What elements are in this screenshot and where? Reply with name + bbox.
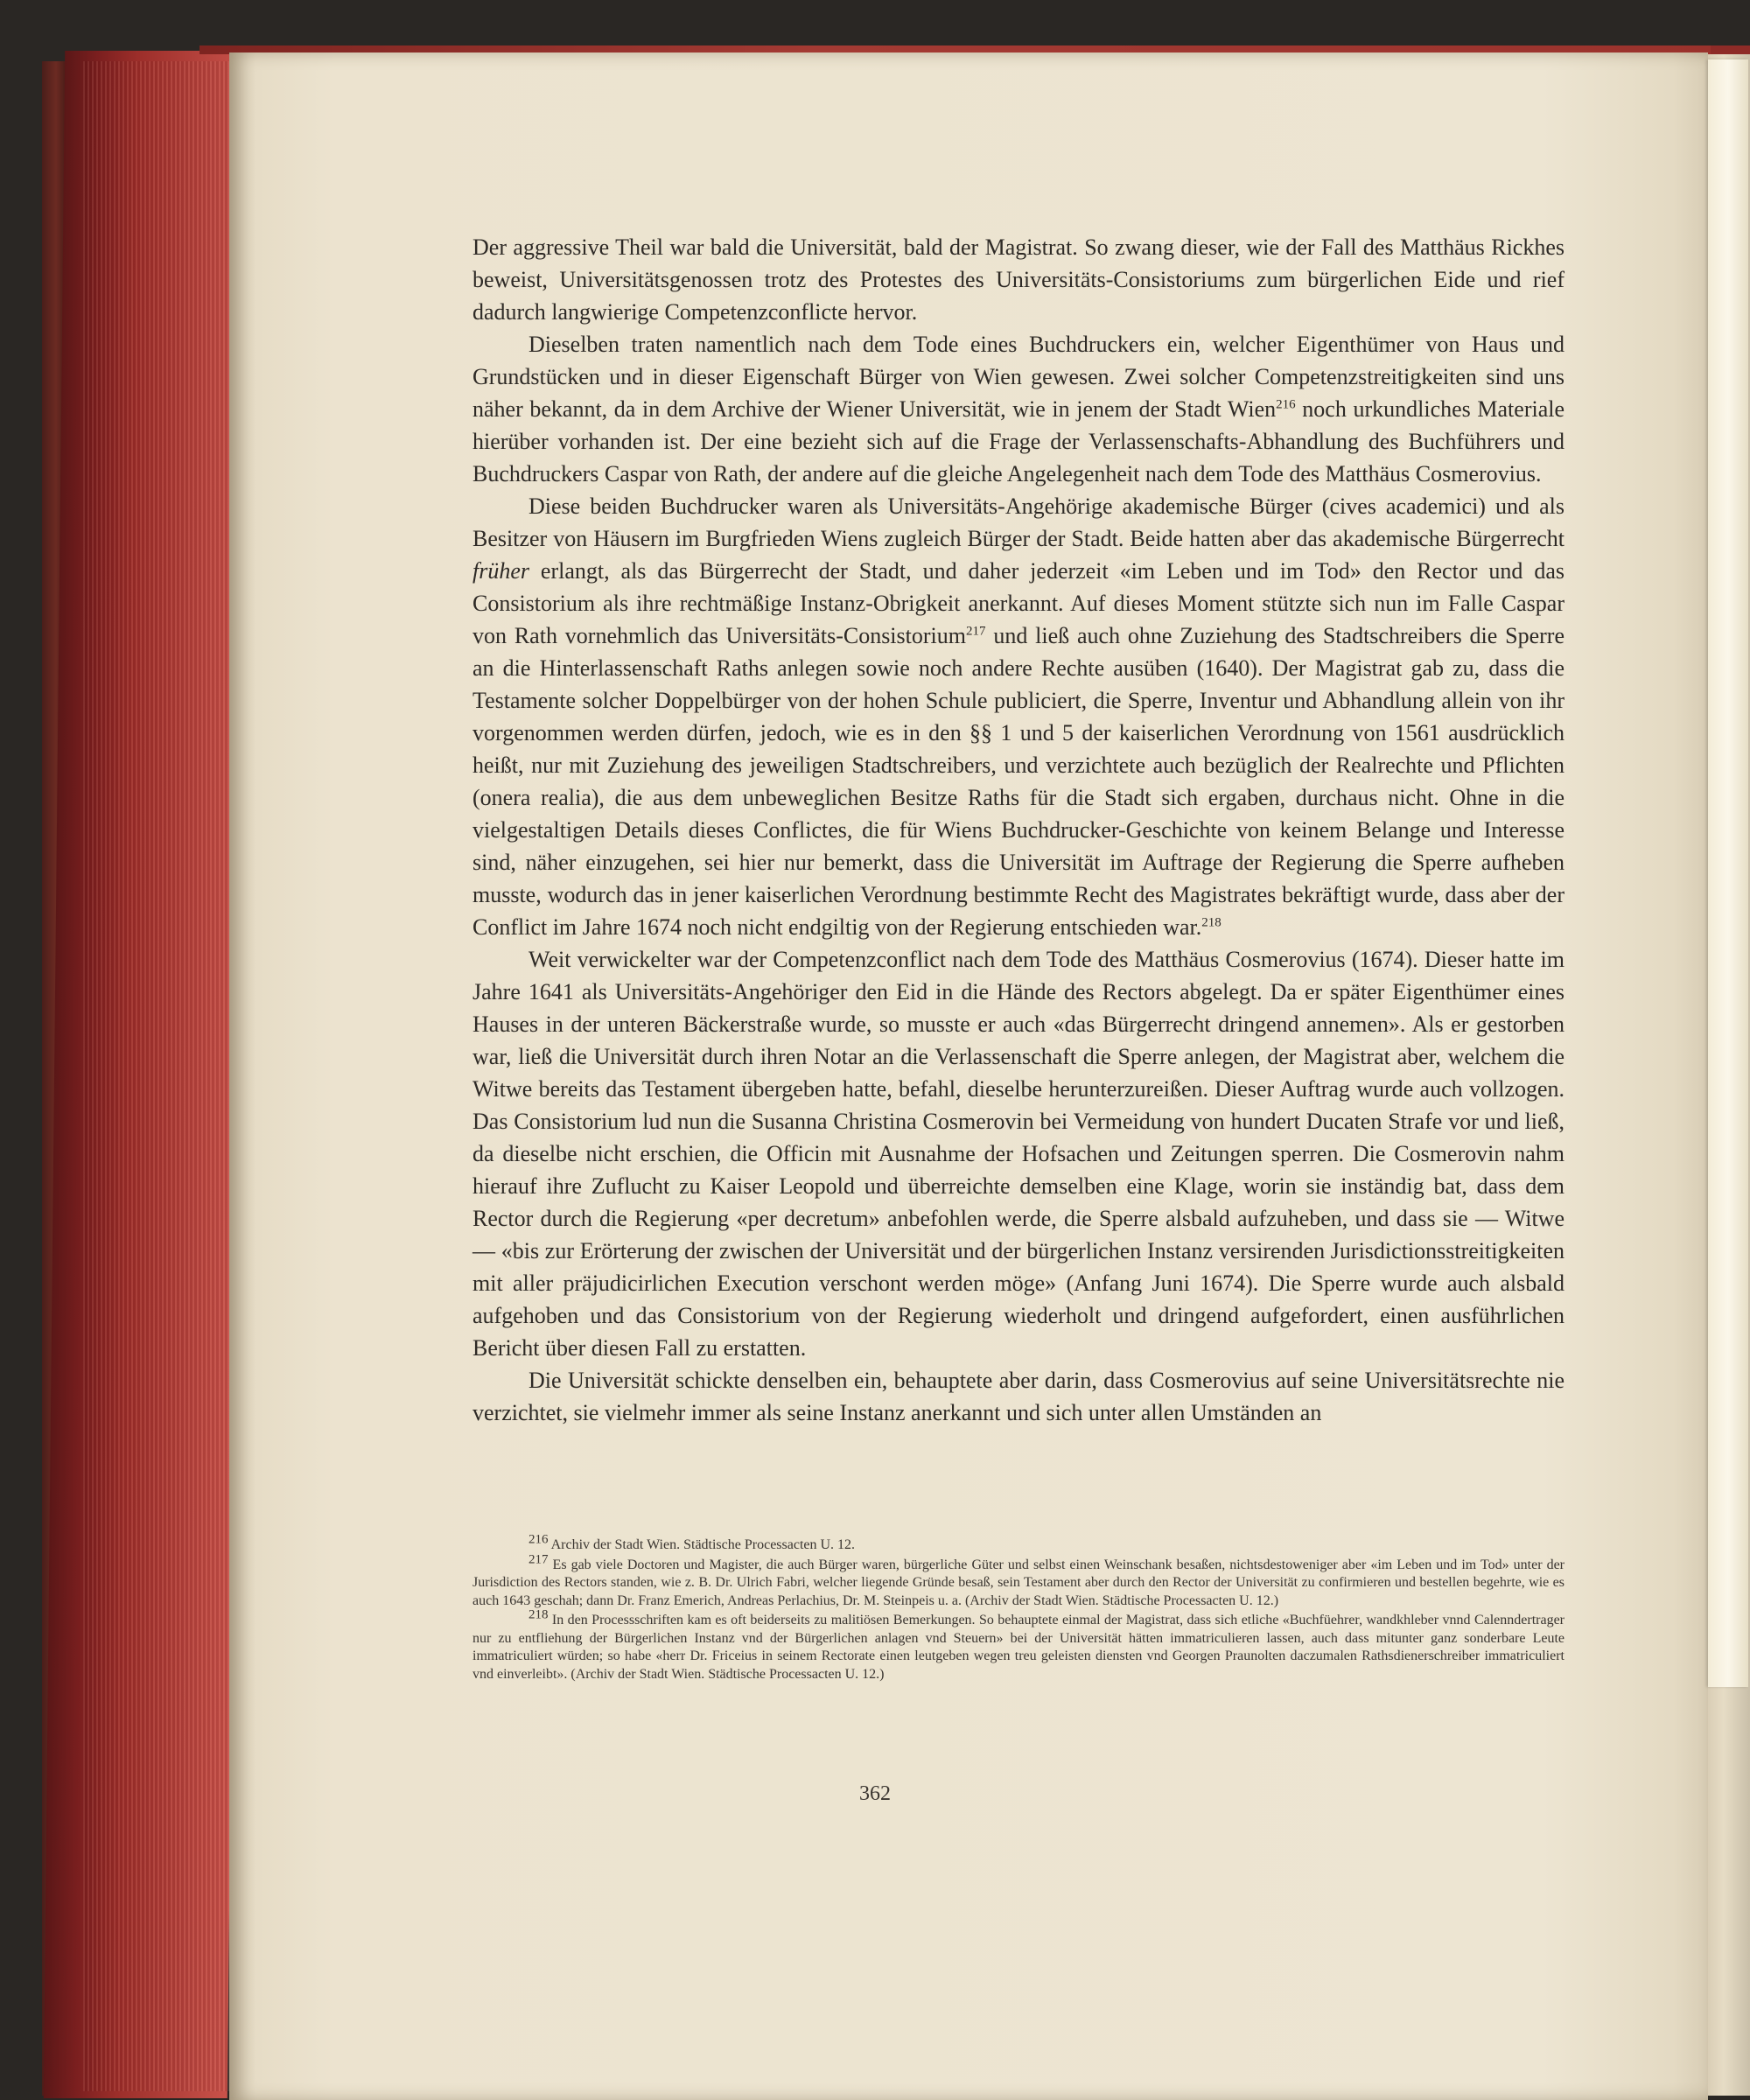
footnotes <box>472 1532 1565 1684</box>
footnote-218: $^{218}$ In den Processschriften kam es oft beiderseits zu malitiösen Bemerkungen. So behauptete einmal der Magistrat, dass sich etliche «Buchfüehrer, wandkhleber vnnd Calenndertrager nur zu entfliehung der Bürgerlichen Instanz vnd der Bürgerlichen anlagen vnd Steuern» bei der Universität hätten immatriculieren lassen, auch dass mitunter ganz sonderbare Leute immatriculiert würden; so habe «herr Dr. Friceius in seinem Rectorate einen leutgeben wegen treu geleisten diensten vnd Georgen Praunolten daczumalen Rathsdienerschreiber immatriculiert vnd einverleibt». (Archiv der Stadt Wien. Städtische Processacten U. 12.) <box>472 1607 1565 1682</box>
paragraph-2: Dieselben traten namentlich nach dem Tode eines Buchdruckers ein, welcher Eigenthümer von Haus und Grundstücken und in dieser Eigenschaft Bürger von Wien gewesen. Zwei solcher Competenzstreitigkeiten sind uns näher bekannt, da in dem Archive der Wiener Universität, wie in jenem der Stadt Wien$^{216}$ noch urkundliches Materiale hierüber vorhanden ist. Der eine bezieht sich auf die Frage der Verlassenschafts-Abhandlung des Buchführers und Buchdruckers Caspar von Rath, der andere auf die gleiche Angelegenheit nach dem Tode des Matthäus Cosmerovius. <box>472 332 1564 486</box>
paragraph-3: Diese beiden Buchdrucker waren als Universitäts-Angehörige akademische Bürger (cives academici) und als Besitzer von Häusern im Burgfrieden Wiens zugleich Bürger der Stadt. Beide hatten aber das akademische Bürgerrecht früher erlangt, als das Bürgerrecht der Stadt, und daher jederzeit «im Leben und im Tod» den Rector und das Consistorium als ihre rechtmäßige Instanz-Obrigkeit anerkannt. Auf dieses Moment stützte sich nun im Falle Caspar von Rath vornehmlich das Universitäts-Consistorium$^{217}$ und ließ auch ohne Zuziehung des Stadtschreibers die Sperre an die Hinterlassenschaft Raths anlegen sowie noch andere Rechte ausüben (1640). Der Magistrat gab zu, dass die Testamente solcher Doppelbürger von der hohen Schule publiciert, die Sperre, Inventur und Abhandlung allein von ihr vorgenommen werden dürfen, jedoch, wie es in den §§ 1 und 5 der kaiserlichen Verordnung von 1561 ausdrücklich heißt, nur mit Zuziehung des jeweiligen Stadtschreibers, und verzichtete auch bezüglich der Realrechte und Pflichten (onera realia), die aus dem unbeweglichen Besitze Raths für die Stadt sich ergaben, durchaus nicht. Ohne in die vielgestaltigen Details dieses Conflictes, die für Wiens Buchdrucker-Geschichte von keinem Belange und Interesse sind, näher einzugehen, sei hier nur bemerkt, dass die Universität im Auftrage der Regierung die Sperre aufheben musste, wodurch das in jener kaiserlichen Verordnung bestimmte Recht des Magistrates bekräftigt wurde, dass aber der Conflict im Jahre 1674 noch nicht endgiltig von der Regierung entschieden war.$^{218}$ <box>472 494 1564 940</box>
page-number: 362 <box>859 1782 891 1805</box>
paragraph-1: Der aggressive Theil war bald die Universität, bald der Magistrat. So zwang dieser, wie der Fall des Matthäus Rickhes beweist, Universitätsgenossen trotz des Protestes des Universitäts-Consistoriums zum bürgerlichen Eide und rief dadurch langwierige Competenzconflicte hervor. <box>472 234 1564 325</box>
footnote-ref-218: 218 <box>1201 915 1222 930</box>
paragraph-4: Weit verwickelter war der Competenzconflict nach dem Tode des Matthäus Cosmerovius (1674). Dieser hatte im Jahre 1641 als Universitäts-Angehöriger den Eid in die Hände des Rectors abgelegt. Da er später Eigenthümer eines Hauses in der unteren Bäckerstraße wurde, so musste er auch «das Bürgerrecht dringend annemen». Als er gestorben war, ließ die Universität durch ihren Notar an die Verlassenschaft die Sperre anlegen, der Magistrat aber, welchem die Witwe bereits das Testament übergeben hatte, befahl, dieselbe herunterzureißen. Dieser Auftrag wurde auch vollzogen. Das Consistorium lud nun die Susanna Christina Cosmerovin bei Vermeidung von hundert Ducaten Strafe vor und ließ, da dieselbe nicht erschien, die Officin mit Ausnahme der Hofsachen und Zeitungen sperren. Die Cosmerovin nahm hierauf ihre Zuflucht zu Kaiser Leopold und überreichte demselben eine Klage, worin sie inständig bat, dass dem Rector durch die Regierung «per decretum» anbefohlen werde, die Sperre alsbald aufzuheben, und dass sie — Witwe — «bis zur Erörterung der zwischen der Universität und der bürgerlichen Instanz versirenden Jurisdictionsstreitigkeiten mit aller präjudicirlichen Execution verschont werden möge» (Anfang Juni 1674). Die Sperre wurde auch alsbald aufgehoben und das Consistorium von der Regierung wiederholt und dringend aufgefordert, einen ausführlichen Bericht über diesen Fall zu erstatten. <box>472 947 1564 1361</box>
footnote-216: $^{216}$ Archiv der Stadt Wien. Städtische Processacten U. 12. <box>528 1532 856 1552</box>
body-text <box>472 231 1564 1429</box>
italic-frueher: früher <box>472 558 529 584</box>
footnote-ref-216: 216 <box>1276 397 1296 412</box>
footnote-ref-217: 217 <box>965 624 986 639</box>
footnote-217: $^{217}$ Es gab viele Doctoren und Magister, die auch Bürger waren, bürgerliche Güter und selbst einen Weinschank besaßen, nichtsdestoweniger aber «im Leben und im Tod» unter der Jurisdiction des Rectors standen, wie z. B. Dr. Ulrich Fabri, welcher liegende Gründe besaß, sein Testament aber durch den Rector der Universität zu confirmieren und bestellen begehrte, wie es auch 1643 geschah; dann Dr. Franz Emerich, Andreas Perlachius, Dr. M. Steinpeis u. a. (Archiv der Stadt Wien. Städtische Processacten U. 12.) <box>472 1552 1565 1608</box>
paragraph-5: Die Universität schickte denselben ein, behauptete aber darin, dass Cosmerovius auf seine Universitätsrechte nie verzichtet, sie vielmehr immer als seine Instanz anerkannt und sich unter allen Umständen an <box>472 1368 1564 1425</box>
paper-bookmark <box>1708 60 1748 1687</box>
